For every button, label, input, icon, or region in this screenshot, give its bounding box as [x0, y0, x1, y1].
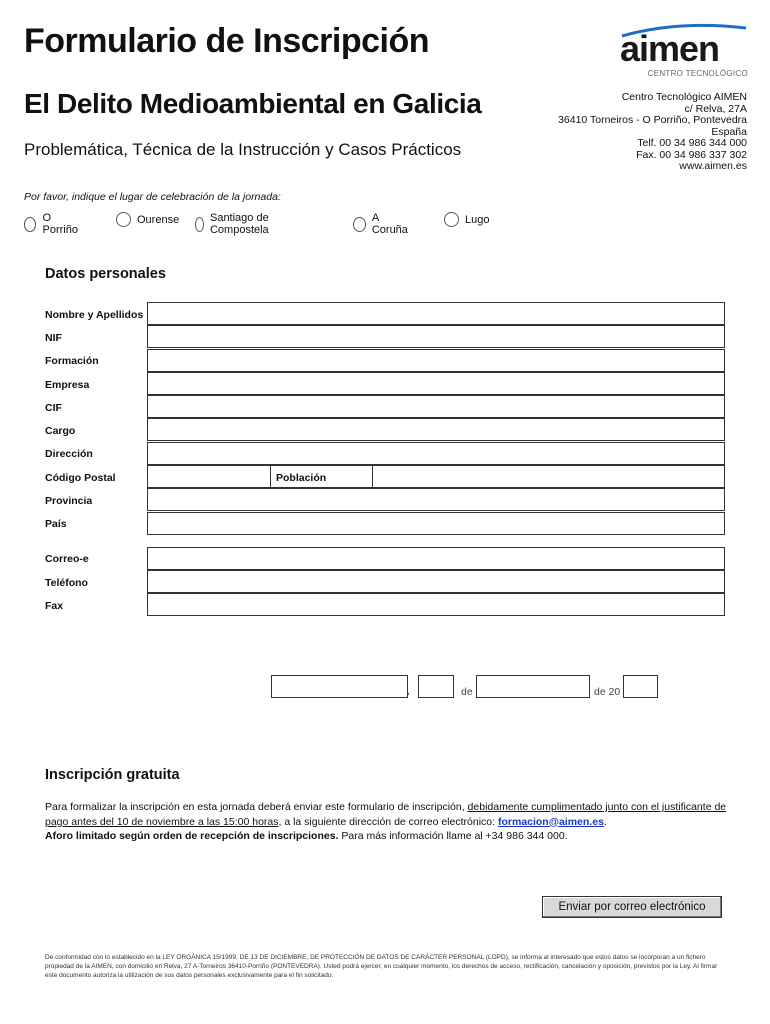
label-correo: Correo-e — [45, 553, 89, 565]
address-line: Centro Tecnológico AIMEN — [621, 91, 747, 103]
radio-a-coruna[interactable] — [353, 212, 410, 236]
address-line: c/ Relva, 27A — [684, 102, 747, 115]
registration-paragraph: Para formalizar la inscripción en esta jornada deberá enviar este formulario de inscripción, debidamente cumplimentado junto con el justificante de pago antes del 10 de noviembre a las 15:00 horas, a la siguiente dirección de correo electrónico: formacion@aimen.es. — [45, 801, 727, 828]
label-pais: País — [45, 518, 67, 530]
input-direccion[interactable] — [147, 442, 725, 465]
address-phone: Telf. 00 34 986 344 000 — [637, 137, 747, 149]
date-year-prefix: de 20 — [594, 686, 621, 698]
address-website: www.aimen.es — [679, 160, 747, 172]
organization-address — [558, 92, 747, 173]
label-empresa: Empresa — [45, 379, 90, 391]
input-poblacion[interactable] — [372, 465, 725, 488]
input-nif[interactable] — [147, 325, 725, 348]
input-place-date[interactable] — [271, 675, 408, 698]
label-telefono: Teléfono — [45, 577, 88, 589]
radio-circle-icon[interactable] — [353, 217, 366, 232]
date-comma: , — [407, 685, 410, 697]
radio-label: O Porriño — [42, 212, 78, 236]
logo-tagline: CENTRO TECNOLÓGICO — [647, 69, 748, 78]
radio-santiago[interactable] — [195, 212, 275, 236]
radio-lugo[interactable] — [444, 212, 489, 227]
input-cargo[interactable] — [147, 418, 725, 441]
input-provincia[interactable] — [147, 488, 725, 511]
radio-label: A Coruña — [371, 212, 408, 236]
aimen-logo — [618, 22, 748, 82]
input-nombre[interactable] — [147, 302, 725, 325]
label-cargo: Cargo — [45, 425, 76, 437]
event-title: El Delito Medioambiental en Galicia — [24, 88, 482, 119]
input-pais[interactable] — [147, 512, 725, 535]
event-subtitle: Problemática, Técnica de la Instrucción y Casos Prácticos — [24, 140, 462, 159]
date-de-label: de — [461, 686, 473, 698]
radio-ourense[interactable] — [116, 212, 179, 227]
label-formacion: Formación — [45, 355, 99, 367]
input-codigo-postal[interactable] — [147, 465, 272, 488]
address-fax: Fax. 00 34 986 337 302 — [636, 148, 747, 161]
label-nif: NIF — [45, 332, 62, 344]
label-nombre: Nombre y Apellidos — [45, 309, 144, 321]
send-email-button[interactable]: Enviar por correo electrónico — [542, 896, 722, 918]
input-telefono[interactable] — [147, 570, 725, 593]
input-fax[interactable] — [147, 593, 725, 616]
radio-circle-icon[interactable] — [444, 212, 459, 227]
venue-question: Por favor, indique el lugar de celebración de la jornada: — [24, 191, 281, 203]
form-title: Formulario de Inscripción — [24, 22, 430, 60]
input-empresa[interactable] — [147, 372, 725, 395]
capacity-note: Aforo limitado según orden de recepción de inscripciones. Para más información llame al +34 986 344 000. — [45, 830, 568, 842]
label-fax: Fax — [45, 600, 64, 612]
deadline-text: debidamente cumplimentado junto con el justificante de pago antes del 10 de noviembre a las 15:00 horas — [45, 801, 727, 828]
registration-heading: Inscripción gratuita — [45, 767, 180, 783]
radio-circle-icon[interactable] — [195, 217, 204, 232]
registration-text — [45, 800, 735, 844]
address-line: 36410 Torneiros - O Porriño, Pontevedra — [558, 114, 747, 126]
privacy-notice: De conformidad con lo establecido en la LEY ORGÁNICA 15/1999, DE 13 DE DICIEMBRE, DE PROTECCIÓN DE DATOS DE CARÁCTER PERSONAL (LOPD), se informa al interesado que estos datos se incorporan a un fichero propiedad de la AIMEN, con domicilio en Relva, 27 A-Torneiros 36410-Porriño (PONTEVEDRA). Usted podrá ejercer, en cualquier momento, los derechos de acceso, rectificación, cancelación y oposición, previstos por la Ley. Al firmar este documento autoriza la utilización de sus datos personales exclusivamente para el fin solicitado. — [45, 954, 718, 979]
personal-data-heading: Datos personales — [45, 266, 166, 282]
input-day[interactable] — [418, 675, 454, 698]
radio-o-porrino[interactable] — [24, 212, 80, 236]
radio-label: Lugo — [465, 213, 490, 226]
label-codigo-postal: Código Postal — [45, 472, 116, 484]
label-cif: CIF — [45, 402, 62, 414]
input-year[interactable] — [623, 675, 658, 698]
label-poblacion: Población — [276, 472, 327, 484]
address-line: España — [711, 125, 747, 138]
input-correo[interactable] — [147, 547, 725, 570]
label-provincia: Provincia — [45, 495, 93, 507]
input-cif[interactable] — [147, 395, 725, 418]
input-formacion[interactable] — [147, 349, 725, 372]
radio-circle-icon[interactable] — [116, 212, 131, 227]
radio-label: Ourense — [137, 213, 180, 226]
radio-label: Santiago de Compostela — [209, 212, 269, 236]
email-link[interactable]: formacion@aimen.es — [497, 815, 604, 828]
input-month[interactable] — [476, 675, 590, 698]
logo-brand: aimen — [620, 28, 720, 69]
radio-circle-icon[interactable] — [24, 217, 36, 232]
label-direccion: Dirección — [45, 448, 93, 460]
